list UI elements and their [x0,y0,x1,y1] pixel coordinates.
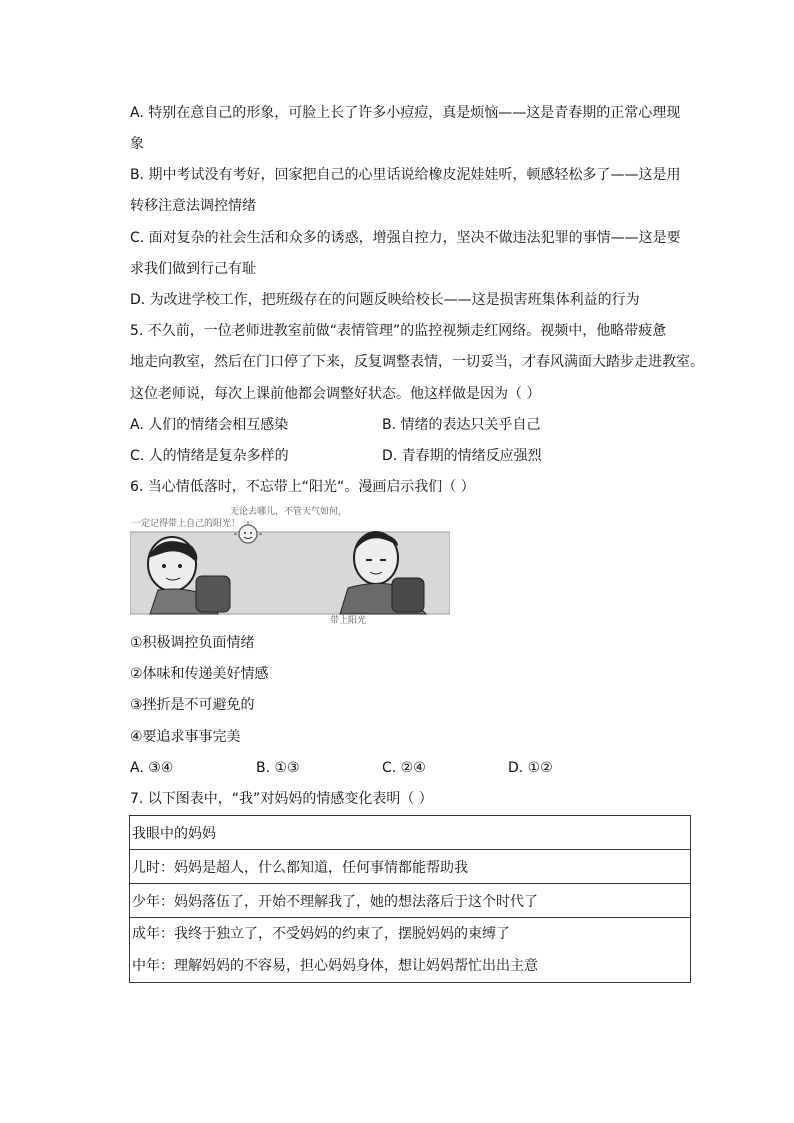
q5-stem-line1: 5. 不久前，一位老师进教室前做“表情管理”的监控视频走红网络。视频中，他略带疲惫 [130,323,667,339]
cartoon-caption-line1: 无论去哪儿，不管天气如何， [230,507,348,517]
q5-option-d: D. 青春期的情绪反应强烈 [382,448,542,464]
q4-option-b-line2: 转移注意法调控情绪 [130,198,256,214]
q6-option-c: C. ②④ [382,760,426,776]
table-row [130,918,691,983]
table-cell-youth: 少年：妈妈落伍了，开始不理解我了，她的想法落后于这个时代了 [130,884,691,918]
q4-option-c-line2: 求我们做到行己有耻 [130,261,256,277]
table-row [130,884,691,918]
sunshine-cartoon [130,506,450,624]
q4-option-a-line2: 象 [130,136,144,152]
table-row [130,850,691,884]
q5-option-c: C. 人的情绪是复杂多样的 [130,448,289,464]
q6-statement-3: ③挫折是不可避免的 [130,697,255,713]
q4-option-c-line1: C. 面对复杂的社会生活和众多的诱惑，增强自控力，坚决不做违法犯罪的事情——这是要 [130,230,681,246]
table-row [130,816,691,850]
cartoon-caption-line2: 一定记得带上自己的阳光！ [132,519,241,529]
table-cell-adult-middleage [130,918,691,983]
q6-statement-1: ①积极调控负面情绪 [130,635,255,651]
cartoon-caption-bottom: 带上阳光 [330,616,367,624]
q6-statement-4: ④要追求事事完美 [130,729,241,745]
q7-stem: 7. 以下图表中，“我”对妈妈的情感变化表明（ ） [130,791,433,807]
q6-option-b: B. ①③ [256,760,300,776]
table-line-adulthood: 成年：我终于独立了，不受妈妈的约束了，摆脱妈妈的束缚了 [132,926,510,942]
q4-option-b-line1: B. 期中考试没有考好，回家把自己的心里话说给橡皮泥娃娃听，顿感轻松多了——这是用 [130,167,681,183]
q6-stem: 6. 当心情低落时，不忘带上“阳光“。漫画启示我们（ ） [130,479,475,495]
q5-stem-line3: 这位老师说，每次上课前他都会调整好状态。他这样做是因为（ ） [130,386,541,402]
table-header-cell: 我眼中的妈妈 [130,816,691,850]
q6-option-d: D. ①② [508,760,553,776]
q6-option-a: A. ③④ [130,760,174,776]
q4-option-d: D. 为改进学校工作，把班级存在的问题反映给校长——这是损害班集体利益的行为 [130,292,640,308]
q5-option-a: A. 人们的情绪会相互感染 [130,417,289,433]
table-line-middleage: 中年：理解妈妈的不容易，担心妈妈身体，想让妈妈帮忙出出主意 [132,958,538,974]
q5-stem-line2: 地走向教室，然后在门口停了下来，反复调整表情，一切妥当，才春风满面大踏步走进教室。 [130,354,704,370]
q4-option-a-line1: A. 特别在意自己的形象，可脸上长了许多小痘痘，真是烦恼——这是青春期的正常心理现 [130,105,681,121]
table-cell-childhood: 儿时：妈妈是超人，什么都知道，任何事情都能帮助我 [130,850,691,884]
q5-option-b: B. 情绪的表达只关乎自己 [382,417,541,433]
q6-statement-2: ②体味和传递美好情感 [130,666,269,682]
mother-perception-table [129,815,691,983]
